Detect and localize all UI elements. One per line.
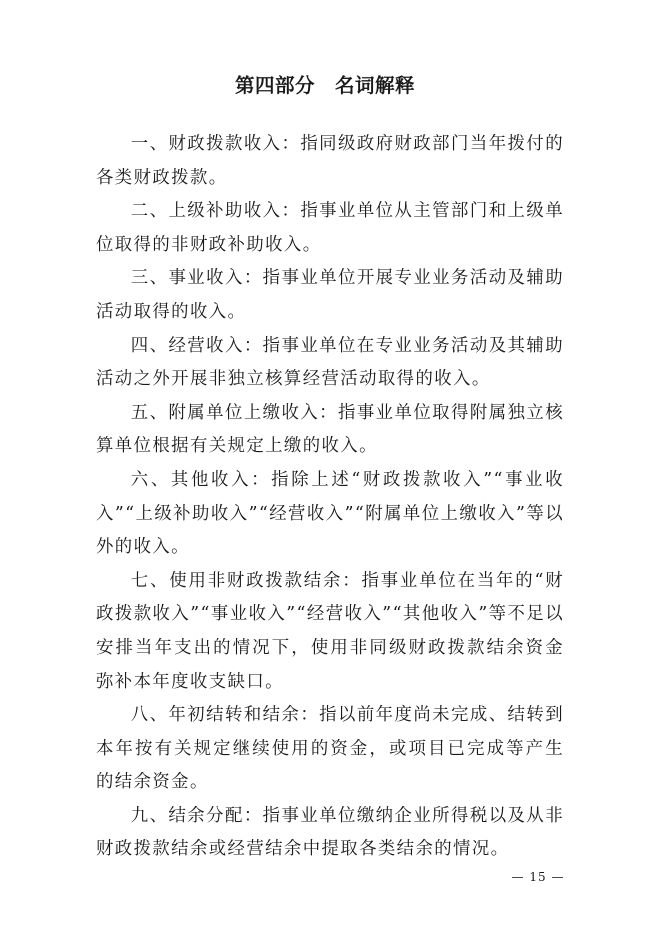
glossary-item-8: 八、年初结转和结余：指以前年度尚未完成、结转到本年按有关规定继续使用的资金，或项目已完成等产生的结余资金。: [96, 705, 564, 793]
glossary-item-5: 五、附属单位上缴收入：指事业单位取得附属独立核算单位根据有关规定上缴的收入。: [96, 402, 564, 457]
glossary-item-3: 三、事业收入：指事业单位开展专业业务活动及辅助活动取得的收入。: [96, 268, 564, 322]
glossary-item-7: 七、使用非财政拨款结余：指事业单位在当年的“财政拨款收入”“事业收入”“经营收入”“其他收入”等不足以安排当年支出的情况下，使用非同级财政拨款结余资金弥补本年度收支缺口。: [96, 570, 564, 692]
page-number: — 15 —: [511, 870, 565, 884]
glossary-item-9: 九、结余分配：指事业单位缴纳企业所得税以及从非财政拨款结余或经营结余中提取各类结余的情况。: [96, 805, 564, 860]
glossary-item-6: 六、其他收入：指除上述“财政拨款收入”“事业收入”“上级补助收入”“经营收入”“附属单位上缴收入”等以外的收入。: [96, 469, 564, 558]
page-title: 第四部分 名词解释: [234, 74, 415, 97]
glossary-body: [96, 128, 564, 867]
glossary-item-2: 二、上级补助收入：指事业单位从主管部门和上级单位取得的非财政补助收入。: [96, 201, 564, 255]
glossary-item-4: 四、经营收入：指事业单位在专业业务活动及其辅助活动之外开展非独立核算经营活动取得的收入。: [96, 335, 564, 390]
glossary-item-1: 一、财政拨款收入：指同级政府财政部门当年拨付的各类财政拨款。: [96, 134, 564, 188]
